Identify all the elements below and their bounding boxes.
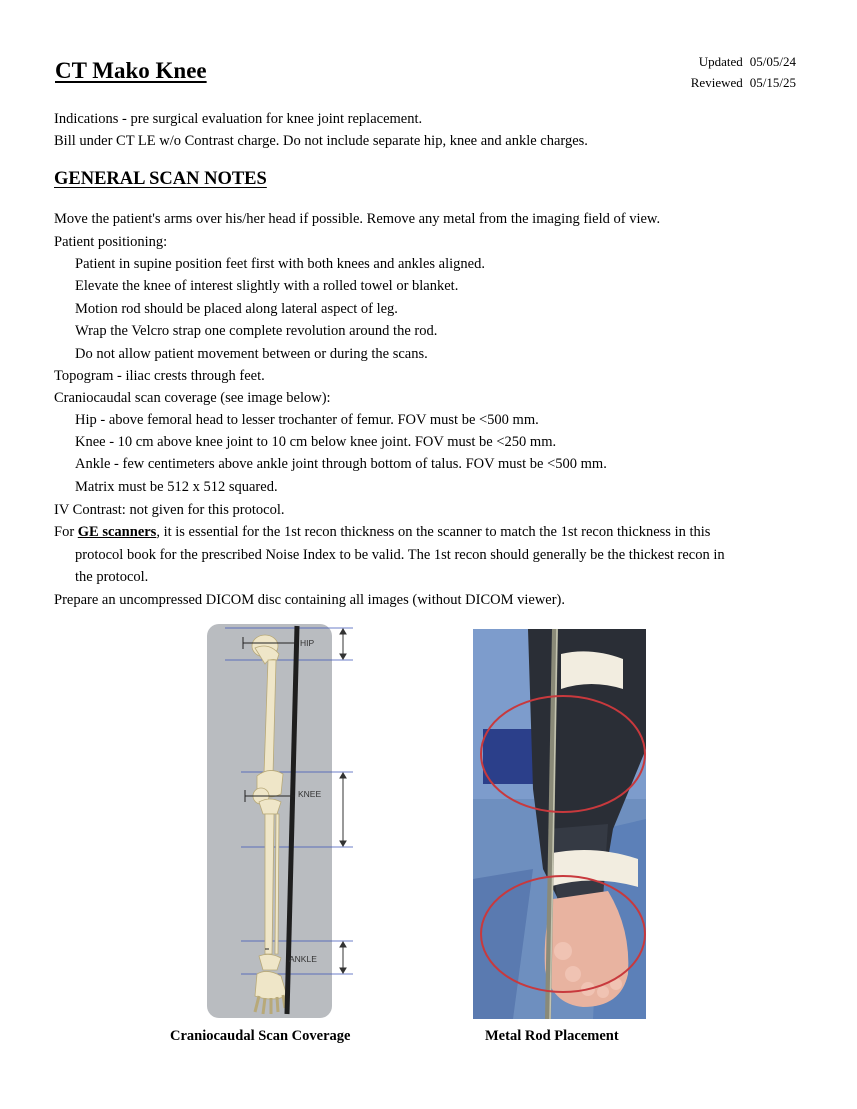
positioning-item: Motion rod should be placed along lateral aspect of leg. [75, 301, 398, 317]
positioning-item: Do not allow patient movement between or during the scans. [75, 346, 428, 362]
positioning-item: Wrap the Velcro strap one complete revolution around the rod. [75, 323, 438, 339]
ge-prefix: For [54, 524, 78, 540]
ge-note-line: protocol book for the prescribed Noise Index to be valid. The 1st recon should generally be the thickest recon in [75, 547, 725, 563]
positioning-label: Patient positioning: [54, 234, 168, 250]
scan-coverage-diagram [207, 624, 353, 1018]
photo-caption: Metal Rod Placement [485, 1028, 619, 1044]
coverage-item: Knee - 10 cm above knee joint to 10 cm below knee joint. FOV must be <250 mm. [75, 434, 557, 450]
positioning-item: Patient in supine position feet first with both knees and ankles aligned. [75, 256, 485, 272]
reviewed-label: Reviewed [690, 75, 743, 90]
hip-label: HIP [300, 638, 315, 648]
updated-label: Updated [698, 54, 743, 69]
ge-note-line: the protocol. [75, 569, 149, 585]
dicom-note: Prepare an uncompressed DICOM disc containing all images (without DICOM viewer). [54, 592, 566, 608]
billing-text: Bill under CT LE w/o Contrast charge. Do not include separate hip, knee and ankle charges. [54, 133, 588, 149]
coverage-item: Hip - above femoral head to lesser trochanter of femur. FOV must be <500 mm. [75, 412, 539, 428]
ge-text: , it is essential for the 1st recon thickness on the scanner to match the 1st recon thickness in this [156, 524, 711, 540]
ankle-label: ANKLE [289, 954, 317, 964]
coverage-item: Matrix must be 512 x 512 squared. [75, 479, 278, 495]
coverage-arrows [340, 629, 346, 973]
diagram-caption: Craniocaudal Scan Coverage [170, 1028, 351, 1044]
updated-date: 05/05/24 [749, 54, 796, 69]
iv-contrast-note: IV Contrast: not given for this protocol. [54, 502, 285, 518]
topogram-note: Topogram - iliac crests through feet. [54, 368, 265, 384]
arms-note: Move the patient's arms over his/her head if possible. Remove any metal from the imaging field of view. [54, 211, 661, 227]
reviewed-date: 05/15/25 [749, 75, 796, 90]
indications-text: Indications - pre surgical evaluation for knee joint replacement. [54, 111, 423, 127]
velcro-strap-upper [561, 651, 623, 689]
positioning-item: Elevate the knee of interest slightly with a rolled towel or blanket. [75, 278, 459, 294]
knee-label: KNEE [298, 789, 322, 799]
ge-note-line [54, 521, 710, 543]
page-title: CT Mako Knee [55, 58, 207, 83]
reviewed-row [691, 75, 796, 91]
coverage-item: Ankle - few centimeters above ankle joint through bottom of talus. FOV must be <500 mm. [75, 456, 607, 472]
rod-placement-photo [473, 629, 646, 1019]
coverage-label: Craniocaudal scan coverage (see image below): [54, 390, 331, 406]
ge-scanners-link[interactable]: GE scanners [77, 524, 157, 540]
section-heading: GENERAL SCAN NOTES [54, 169, 267, 189]
updated-row [699, 54, 796, 70]
